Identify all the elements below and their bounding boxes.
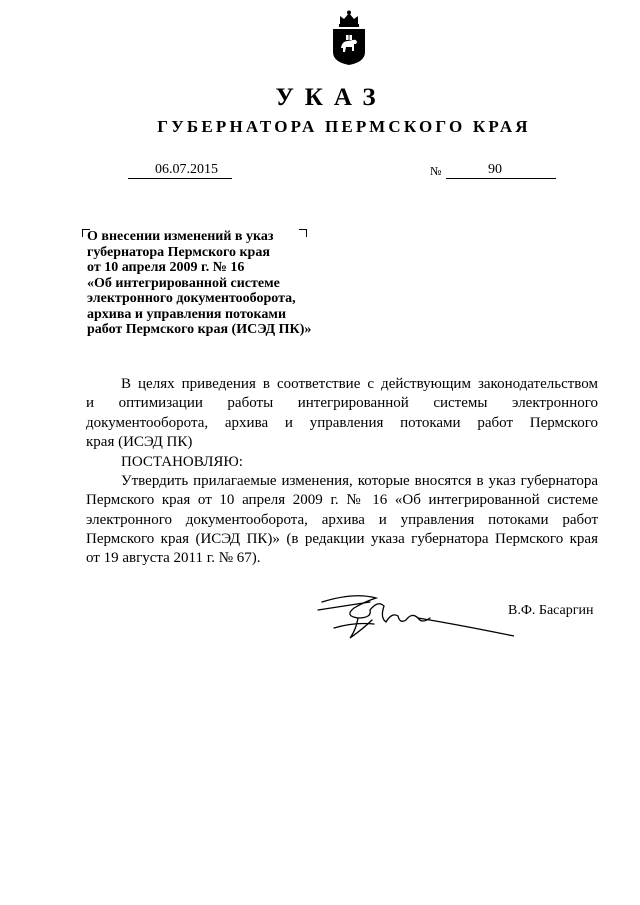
number-label: №: [430, 164, 442, 178]
decree-word: ПОСТАНОВЛЯЮ:: [121, 454, 243, 470]
paragraph-line: края (ИСЭД ПК): [86, 433, 193, 450]
preamble-paragraph: [86, 375, 598, 452]
paragraph-line: и оптимизации работы интегрированной системы электронного: [86, 395, 598, 412]
paragraph-line: Пермского края (ИСЭД ПК)» (в редакции указа губернатора Пермского края: [86, 530, 598, 547]
paragraph-line: В целях приведения в соответствие с действующим законодательством: [121, 376, 598, 392]
document-subtitle: ГУБЕРНАТОРА ПЕРМСКОГО КРАЯ: [157, 117, 531, 136]
document-date: 06.07.2015: [128, 161, 232, 179]
subject-line: от 10 апреля 2009 г. № 16: [87, 260, 245, 275]
subject-line: работ Пермского края (ИСЭД ПК)»: [87, 322, 312, 337]
paragraph-line: Утвердить прилагаемые изменения, которые вносятся в указ губернатора: [121, 473, 598, 489]
subject-line: О внесении изменений в указ: [87, 229, 274, 244]
document-number: 90: [446, 161, 556, 179]
paragraph-line: Пермского края от 10 апреля 2009 г. № 16 «Об интегрированной системе: [86, 492, 598, 509]
document-title: УКАЗ: [275, 84, 387, 111]
decree-paragraph: [86, 472, 598, 568]
paragraph-line: от 19 августа 2011 г. № 67).: [86, 550, 261, 567]
signer-name: В.Ф. Басаргин: [508, 603, 594, 618]
paragraph-line: документооборота, архива и управления потоками работ Пермского: [86, 414, 598, 431]
subject-line: губернатора Пермского края: [87, 244, 270, 260]
subject-line: «Об интегрированной системе: [87, 275, 280, 291]
subject-heading: [87, 229, 327, 338]
coat-of-arms-icon: [329, 10, 369, 66]
handwritten-signature: [314, 588, 514, 644]
subject-line: архива и управления потоками: [87, 306, 287, 322]
paragraph-line: электронного документооборота, архива и управления потоками работ: [86, 511, 598, 528]
subject-line: электронного документооборота,: [87, 291, 296, 306]
